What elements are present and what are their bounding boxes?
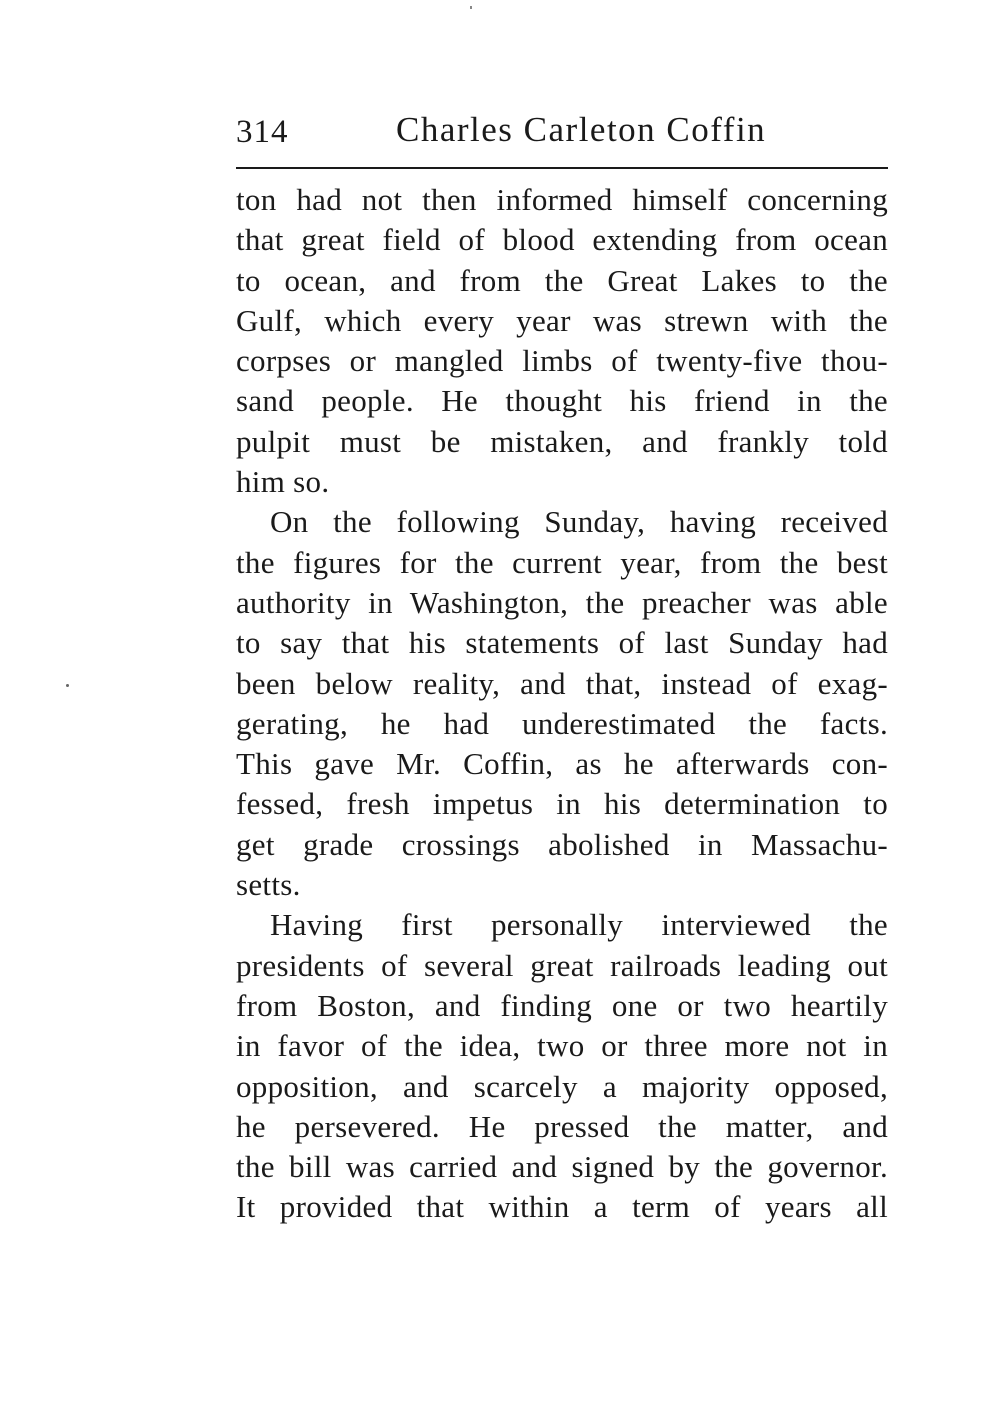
text-line: that great field of blood extending from ocean (236, 222, 888, 258)
paragraph-3 (236, 905, 888, 1227)
text-line: corpses or mangled limbs of twenty-five thou- (236, 343, 888, 379)
text-line: fessed, fresh impetus in his determination to (236, 786, 888, 822)
paragraph-1 (236, 180, 888, 502)
text-line: he persevered. He pressed the matter, and (236, 1108, 888, 1144)
text-line: opposition, and scarcely a majority opposed, (236, 1068, 888, 1104)
running-head (236, 108, 888, 156)
text-line: presidents of several great railroads leading out (236, 947, 888, 983)
text-line: This gave Mr. Coffin, as he afterwards con- (236, 746, 888, 782)
text-line: It provided that within a term of years all (236, 1189, 888, 1225)
text-line: sand people. He thought his friend in the (236, 383, 888, 419)
header-rule (236, 167, 888, 169)
text-line: authority in Washington, the preacher was able (236, 584, 888, 620)
text-line: pulpit must be mistaken, and frankly told (236, 423, 888, 459)
text-line: from Boston, and finding one or two heartily (236, 987, 888, 1023)
body-text (236, 180, 888, 1228)
text-line: Having first personally interviewed the (270, 907, 888, 943)
text-line: to ocean, and from the Great Lakes to the (236, 262, 888, 298)
paragraph-2 (236, 502, 888, 905)
text-line: ton had not then informed himself concerning (236, 182, 888, 217)
running-title: Charles Carleton Coffin (396, 110, 767, 149)
margin-speck (66, 684, 69, 687)
text-line: the figures for the current year, from the best (236, 544, 888, 580)
text-line: setts. (236, 867, 301, 903)
text-line: On the following Sunday, having received (270, 504, 888, 540)
text-line: gerating, he had underestimated the facts. (236, 705, 888, 741)
text-line: the bill was carried and signed by the governor. (236, 1149, 888, 1185)
text-line: in favor of the idea, two or three more not in (236, 1028, 888, 1064)
text-line: to say that his statements of last Sunday had (236, 625, 888, 661)
text-line: been below reality, and that, instead of exag- (236, 665, 888, 701)
scan-speck (470, 6, 472, 9)
page-number: 314 (236, 114, 289, 150)
text-line: get grade crossings abolished in Massachu- (236, 826, 888, 862)
text-line: him so. (236, 464, 330, 500)
text-line: Gulf, which every year was strewn with the (236, 302, 888, 338)
